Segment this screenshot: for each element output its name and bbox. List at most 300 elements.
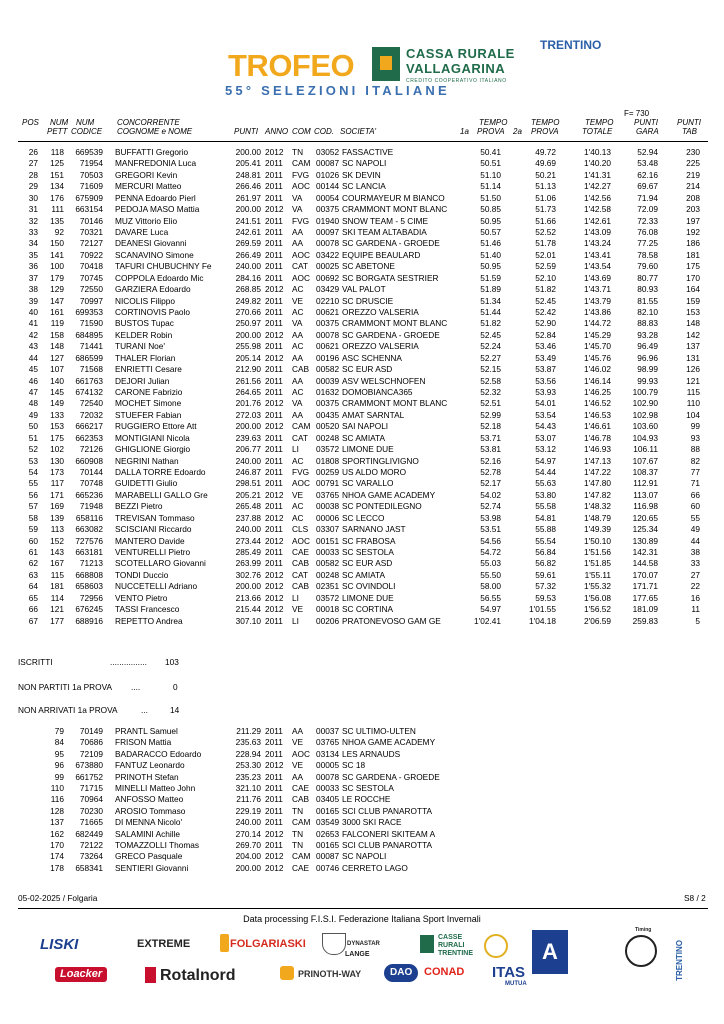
cell-societa: NHOA GAME ACADEMY bbox=[342, 489, 436, 500]
cell-tempo1: 52.18 bbox=[480, 421, 501, 432]
cell-tempo2: 59.61 bbox=[535, 569, 556, 580]
cell-cod: 03405 bbox=[316, 794, 340, 805]
cell-tempo2: 55.54 bbox=[535, 535, 556, 546]
cell-name: DI MENNA Nicolo' bbox=[115, 817, 183, 828]
cell-codice: 684895 bbox=[75, 329, 103, 340]
cell-codice: 688916 bbox=[75, 615, 103, 626]
cell-anno: 2011 bbox=[265, 181, 283, 192]
col-tempo1-1: TEMPO bbox=[479, 118, 508, 127]
cell-name: MINELLI Matteo John bbox=[115, 783, 196, 793]
cell-com: CAB bbox=[292, 794, 310, 805]
table-row bbox=[0, 193, 724, 204]
cell-punti: 240.00 bbox=[235, 524, 261, 535]
cell-anno: 2011 bbox=[265, 387, 283, 398]
cell-anno: 2012 bbox=[265, 862, 284, 873]
cell-tempo1: 52.74 bbox=[480, 501, 501, 512]
cell-anno: 2011 bbox=[265, 409, 283, 420]
header-divider bbox=[18, 141, 708, 142]
timing-label: Timing bbox=[635, 927, 652, 933]
cell-pett: 100 bbox=[50, 261, 64, 272]
cell-punti-gara: 76.08 bbox=[637, 227, 658, 237]
cell-codice: 663082 bbox=[75, 524, 103, 535]
cell-punti: 213.66 bbox=[235, 592, 261, 603]
cell-punti-gara: 62.16 bbox=[637, 169, 658, 180]
cell-name: BADARACCO Edoardo bbox=[115, 748, 202, 759]
non-arrivati-dots: ... bbox=[141, 705, 148, 715]
cell-tempo-tot: 1'43.86 bbox=[584, 307, 611, 318]
cell-punti: 212.90 bbox=[235, 364, 261, 375]
cell-punti-gara: 102.98 bbox=[632, 409, 658, 420]
cell-pett: 116 bbox=[50, 794, 64, 805]
itas-sub: MUTUA bbox=[505, 981, 527, 987]
cell-codice: 660908 bbox=[75, 455, 103, 466]
table-row bbox=[0, 227, 724, 238]
cell-pett: 149 bbox=[50, 398, 64, 409]
col-punti: PUNTI bbox=[234, 127, 258, 136]
cell-pos: 51 bbox=[28, 432, 38, 443]
cell-pett: 176 bbox=[50, 192, 64, 203]
cell-pos: 40 bbox=[28, 307, 38, 318]
cell-com: AOC bbox=[292, 272, 310, 283]
dao-logo: DAO bbox=[384, 964, 418, 982]
cell-pett: 148 bbox=[50, 341, 64, 352]
cell-tempo1: 51.50 bbox=[480, 192, 501, 203]
cell-punti: 266.49 bbox=[235, 249, 261, 260]
cell-name: PENNA Edoardo Pierl bbox=[115, 192, 196, 203]
cell-codice: 71590 bbox=[79, 318, 103, 329]
cell-anno: 2011 bbox=[265, 615, 283, 626]
cell-societa: SC GARDENA - GROEDE bbox=[342, 771, 440, 782]
cell-societa: SCI CLUB PANAROTTA bbox=[342, 805, 433, 816]
cell-societa: SC BORGATA SESTRIER bbox=[342, 272, 439, 283]
cell-punti: 206.77 bbox=[235, 444, 261, 455]
cell-name: THALER Florian bbox=[115, 352, 176, 363]
cell-tempo1: 50.85 bbox=[480, 204, 501, 215]
cell-tempo-tot: 1'43.41 bbox=[584, 249, 611, 260]
cell-pett: 119 bbox=[50, 318, 64, 329]
table-row bbox=[0, 296, 724, 307]
cell-name: VENTURELLI Pietro bbox=[115, 547, 191, 558]
cell-tempo-tot: 1'40.20 bbox=[584, 158, 611, 169]
table-row bbox=[0, 536, 724, 547]
col-num-pett-2: PETT bbox=[47, 127, 68, 136]
cell-cod: 00006 bbox=[316, 512, 340, 523]
cell-pos: 37 bbox=[28, 272, 38, 283]
cell-anno: 2011 bbox=[265, 478, 283, 489]
cell-pett: 84 bbox=[54, 737, 64, 748]
table-row bbox=[0, 581, 724, 592]
cell-tempo-tot: 1'55.11 bbox=[584, 569, 611, 580]
cell-anno: 2012 bbox=[265, 760, 284, 771]
cell-punti-tab: 44 bbox=[690, 535, 700, 546]
cell-punti-tab: 203 bbox=[686, 204, 700, 215]
table-row bbox=[0, 604, 724, 615]
lange-logo: LANGE bbox=[345, 951, 370, 958]
cell-tempo-tot: 1'51.56 bbox=[584, 547, 611, 558]
cell-pett: 114 bbox=[50, 592, 64, 603]
cell-com: FVG bbox=[292, 215, 310, 226]
cell-punti-tab: 164 bbox=[686, 284, 700, 295]
cell-punti: 200.00 bbox=[235, 581, 261, 592]
cell-cod: 00206 bbox=[316, 615, 340, 626]
cell-tempo1: 51.10 bbox=[480, 169, 501, 180]
col-concorrente-2: COGNOME e NOME bbox=[117, 127, 193, 136]
cell-pos: 59 bbox=[28, 524, 38, 535]
cell-punti-tab: 16 bbox=[690, 592, 700, 603]
cell-tempo1: 52.15 bbox=[480, 364, 501, 375]
cell-anno: 2011 bbox=[265, 432, 283, 443]
cell-name: VENTO Pietro bbox=[115, 592, 168, 603]
table-row bbox=[0, 318, 724, 329]
cell-com: CAM bbox=[292, 158, 311, 169]
cell-punti-tab: 219 bbox=[686, 169, 700, 180]
cell-pett: 115 bbox=[50, 569, 64, 580]
cell-pos: 43 bbox=[28, 341, 38, 352]
cell-codice: 70997 bbox=[79, 295, 103, 306]
cell-pett: 99 bbox=[54, 771, 64, 782]
cell-codice: 674132 bbox=[75, 387, 103, 398]
cell-cod: 00746 bbox=[316, 862, 340, 873]
cell-punti-tab: 126 bbox=[686, 364, 700, 375]
cell-punti-tab: 208 bbox=[686, 192, 700, 203]
cell-punti-tab: 186 bbox=[686, 238, 700, 249]
cell-societa: SC 18 bbox=[342, 760, 366, 771]
cell-tempo-tot: 1'45.70 bbox=[584, 341, 611, 352]
cell-codice: 72032 bbox=[79, 409, 103, 420]
cell-cod: 00078 bbox=[316, 238, 340, 249]
cell-codice: 71715 bbox=[79, 783, 103, 793]
footer-date: 05-02-2025 / Folgaria bbox=[18, 893, 98, 903]
cell-punti: 270.14 bbox=[235, 828, 261, 839]
cell-name: BUFFATTI Gregorio bbox=[115, 147, 189, 157]
col-punti-gara-1: PUNTI bbox=[634, 118, 658, 127]
col-tempo2-1: TEMPO bbox=[531, 118, 560, 127]
cell-pett: 102 bbox=[50, 444, 64, 455]
cell-tempo2: 49.69 bbox=[535, 158, 556, 169]
iscritti-dots: ................ bbox=[110, 657, 147, 667]
cell-name: TONDI Duccio bbox=[115, 569, 169, 580]
cell-pos: 31 bbox=[28, 204, 38, 215]
prinoth-icon bbox=[280, 966, 294, 980]
cell-tempo2: 1'04.18 bbox=[529, 615, 556, 626]
cell-punti: 273.44 bbox=[235, 535, 261, 546]
cell-anno: 2011 bbox=[265, 272, 283, 283]
col-tempo2-2a: 2a bbox=[513, 127, 522, 136]
cell-com: AOC bbox=[292, 748, 310, 759]
cell-cod: 03307 bbox=[316, 524, 340, 535]
cell-punti-gara: 177.65 bbox=[632, 592, 658, 603]
cell-punti-gara: 171.71 bbox=[632, 581, 658, 592]
cell-punti-gara: 142.31 bbox=[632, 547, 658, 558]
iscritti-value: 103 bbox=[165, 657, 179, 667]
cell-punti: 272.03 bbox=[235, 409, 261, 420]
cell-name: COPPOLA Edoardo Mic bbox=[115, 272, 204, 283]
cell-anno: 2011 bbox=[265, 238, 283, 249]
table-row bbox=[0, 158, 724, 169]
cell-tempo2: 54.81 bbox=[535, 512, 556, 523]
cell-anno: 2011 bbox=[265, 192, 283, 203]
cell-pett: 118 bbox=[50, 147, 64, 157]
cell-societa: AMAT SARNTAL bbox=[342, 409, 405, 420]
cell-com: VE bbox=[292, 604, 304, 615]
cell-codice: 661763 bbox=[75, 375, 103, 386]
cell-pos: 39 bbox=[28, 295, 38, 306]
cell-punti-gara: 88.83 bbox=[637, 318, 658, 329]
cell-codice: 663181 bbox=[75, 547, 103, 558]
cell-anno: 2011 bbox=[265, 375, 283, 386]
cell-anno: 2012 bbox=[265, 828, 284, 839]
cell-cod: 02351 bbox=[316, 581, 340, 592]
cell-name: MOCHET Simone bbox=[115, 398, 182, 409]
loacker-logo: Loacker bbox=[55, 967, 107, 982]
cell-com: AC bbox=[292, 512, 304, 523]
cell-anno: 2012 bbox=[265, 489, 284, 500]
cell-punti: 201.76 bbox=[235, 398, 261, 409]
cell-codice: 686599 bbox=[75, 352, 103, 363]
cell-com: LI bbox=[292, 615, 299, 626]
cell-cod: 03549 bbox=[316, 817, 340, 828]
cell-societa: CRAMMONT MONT BLANC bbox=[342, 204, 448, 215]
cell-name: RUGGIERO Ettore Att bbox=[115, 421, 197, 432]
cell-tempo-tot: 1'46.02 bbox=[584, 364, 611, 375]
table-row bbox=[0, 524, 724, 535]
cell-cod: 01940 bbox=[316, 215, 340, 226]
cell-cod: 00196 bbox=[316, 352, 340, 363]
cell-tempo1: 55.03 bbox=[480, 558, 501, 569]
cell-pos: 57 bbox=[28, 501, 38, 512]
cell-com: AC bbox=[292, 501, 304, 512]
cell-anno: 2011 bbox=[265, 547, 283, 558]
cell-anno: 2011 bbox=[265, 455, 283, 466]
cell-tempo2: 53.56 bbox=[535, 375, 556, 386]
col-societa: SOCIETA' bbox=[340, 127, 377, 136]
col-tempo2-2b: PROVA bbox=[531, 127, 559, 136]
table-row bbox=[0, 558, 724, 569]
col-pos: POS bbox=[22, 118, 39, 127]
col-anno: ANNO bbox=[265, 127, 289, 136]
cell-com: VA bbox=[292, 398, 303, 409]
cell-com: CAM bbox=[292, 851, 311, 862]
cell-tempo1: 52.45 bbox=[480, 329, 501, 340]
cell-tempo2: 55.63 bbox=[535, 478, 556, 489]
cell-anno: 2011 bbox=[265, 524, 283, 535]
cell-anno: 2011 bbox=[265, 771, 283, 782]
cell-anno: 2011 bbox=[265, 341, 283, 352]
cell-com: AA bbox=[292, 375, 304, 386]
cell-pos: 50 bbox=[28, 421, 38, 432]
table-row bbox=[0, 284, 724, 295]
cell-societa: NHOA GAME ACADEMY bbox=[342, 737, 436, 748]
cell-pos: 60 bbox=[28, 535, 38, 546]
footer-page: S8 / 2 bbox=[684, 893, 706, 903]
cell-punti-gara: 80.93 bbox=[637, 284, 658, 295]
cell-name: MERCURI Matteo bbox=[115, 181, 182, 192]
cell-tempo2: 53.87 bbox=[535, 364, 556, 375]
cell-pett: 127 bbox=[50, 352, 64, 363]
cell-pett: 178 bbox=[50, 862, 64, 873]
cell-com: AC bbox=[292, 307, 304, 318]
trentino-logo: TRENTINO bbox=[540, 38, 602, 52]
cell-punti-gara: 259.83 bbox=[632, 615, 658, 626]
cell-cod: 00054 bbox=[316, 192, 340, 203]
cell-pett: 113 bbox=[50, 524, 64, 535]
cell-codice: 71954 bbox=[79, 158, 103, 169]
cell-cod: 03422 bbox=[316, 249, 340, 260]
non-partiti-dots: .... bbox=[131, 682, 141, 692]
cell-pos: 36 bbox=[28, 261, 38, 272]
cell-anno: 2011 bbox=[265, 227, 283, 237]
cell-codice: 699353 bbox=[75, 307, 103, 318]
cell-anno: 2012 bbox=[265, 329, 284, 340]
cell-com: TN bbox=[292, 147, 304, 157]
cell-tempo2: 51.73 bbox=[535, 204, 556, 215]
f-value: F= 730 bbox=[624, 109, 650, 118]
cell-societa: LE ROCCHE bbox=[342, 794, 391, 805]
cell-punti: 263.99 bbox=[235, 558, 261, 569]
cell-tempo2: 52.52 bbox=[535, 227, 556, 237]
cell-pett: 135 bbox=[50, 215, 64, 226]
dnf-row bbox=[0, 749, 724, 760]
cell-pos: 66 bbox=[28, 604, 38, 615]
cell-pett: 167 bbox=[50, 558, 64, 569]
cell-tempo2: 56.84 bbox=[535, 547, 556, 558]
table-row bbox=[0, 238, 724, 249]
cell-name: SCISCIANI Riccardo bbox=[115, 524, 192, 535]
cell-tempo1: 52.27 bbox=[480, 352, 501, 363]
cell-societa: SNOW TEAM - 5 CIME bbox=[342, 215, 429, 226]
cell-punti: 205.14 bbox=[235, 352, 261, 363]
cell-codice: 658116 bbox=[75, 512, 103, 523]
cell-com: AOC bbox=[292, 249, 310, 260]
cell-punti: 240.00 bbox=[235, 261, 261, 272]
cell-name: MARABELLI GALLO Gre bbox=[115, 489, 208, 500]
cell-punti-tab: 175 bbox=[686, 261, 700, 272]
table-row bbox=[0, 216, 724, 227]
cell-anno: 2011 bbox=[265, 805, 283, 816]
cell-pett: 111 bbox=[51, 204, 64, 215]
cell-name: DALLA TORRE Edoardo bbox=[115, 467, 206, 478]
cell-punti-tab: 93 bbox=[690, 432, 700, 443]
cell-pos: 28 bbox=[28, 169, 38, 180]
cell-cod: 00248 bbox=[316, 569, 340, 580]
cell-punti-gara: 113.07 bbox=[633, 489, 658, 500]
cell-punti-tab: 5 bbox=[695, 615, 700, 626]
table-row bbox=[0, 147, 724, 158]
cell-tempo2: 53.12 bbox=[535, 444, 556, 455]
cell-com: LI bbox=[292, 444, 299, 455]
cell-name: FANTUZ Leonardo bbox=[115, 760, 185, 771]
cell-pos: 61 bbox=[28, 547, 38, 558]
cell-com: CAT bbox=[292, 569, 308, 580]
cell-codice: 727576 bbox=[75, 535, 103, 546]
cell-com: CAM bbox=[292, 421, 311, 432]
cell-societa: SC CORTINA bbox=[342, 604, 394, 615]
table-row bbox=[0, 387, 724, 398]
cell-pett: 107 bbox=[50, 364, 64, 375]
cell-name: FRISON Mattia bbox=[115, 737, 172, 748]
cell-cod: 00037 bbox=[316, 726, 340, 736]
cell-name: KELDER Robin bbox=[115, 329, 173, 340]
cell-punti-gara: 181.09 bbox=[632, 604, 658, 615]
footer-divider bbox=[18, 908, 708, 909]
casse-rurali-icon bbox=[420, 935, 434, 953]
table-row bbox=[0, 353, 724, 364]
cell-societa: SAI NAPOLI bbox=[342, 421, 389, 432]
non-arrivati-value: 14 bbox=[170, 705, 180, 715]
cell-tempo2: 53.07 bbox=[535, 432, 556, 443]
cell-cod: 03052 bbox=[316, 147, 340, 157]
cell-anno: 2011 bbox=[265, 295, 283, 306]
cell-punti: 200.00 bbox=[235, 204, 261, 215]
cell-codice: 675909 bbox=[75, 192, 103, 203]
bank-name-line2: VALLAGARINA bbox=[406, 61, 506, 76]
cell-pett: 92 bbox=[54, 227, 64, 237]
cell-name: TAFURI CHUBUCHNY Fe bbox=[115, 261, 212, 272]
cell-tempo-tot: 1'43.69 bbox=[584, 272, 611, 283]
cell-punti: 228.94 bbox=[235, 748, 261, 759]
cell-tempo2: 51.82 bbox=[535, 284, 556, 295]
cell-punti-tab: 214 bbox=[686, 181, 700, 192]
cell-anno: 2011 bbox=[265, 169, 283, 180]
cell-codice: 72540 bbox=[79, 398, 103, 409]
cell-tempo2: 53.93 bbox=[535, 387, 556, 398]
cell-pett: 134 bbox=[50, 181, 64, 192]
cell-tempo1: 52.24 bbox=[480, 341, 501, 352]
cell-name: SENTIERI Giovanni bbox=[115, 862, 189, 873]
cell-tempo-tot: 1'44.72 bbox=[584, 318, 611, 329]
cell-name: CARONE Fabrizio bbox=[115, 387, 183, 398]
cell-pett: 181 bbox=[50, 581, 64, 592]
cell-punti-tab: 225 bbox=[686, 158, 700, 169]
cell-pett: 117 bbox=[50, 478, 64, 489]
casse-rurali-line1: CASSE bbox=[438, 934, 463, 941]
cell-cod: 00375 bbox=[316, 318, 340, 329]
cell-cod: 00692 bbox=[316, 272, 340, 283]
cell-punti-tab: 197 bbox=[686, 215, 700, 226]
cell-tempo-tot: 1'46.52 bbox=[584, 398, 611, 409]
cell-punti-tab: 27 bbox=[690, 569, 700, 580]
cell-pett: 147 bbox=[50, 295, 64, 306]
cell-com: VA bbox=[292, 192, 303, 203]
cell-tempo1: 54.56 bbox=[480, 535, 501, 546]
cell-pos: 56 bbox=[28, 489, 38, 500]
cell-com: AOC bbox=[292, 181, 310, 192]
cell-tempo-tot: 1'51.85 bbox=[584, 558, 611, 569]
cell-pett: 161 bbox=[50, 307, 64, 318]
cell-codice: 70230 bbox=[79, 805, 103, 816]
trentino-vertical-logo: TRENTINO bbox=[675, 940, 684, 981]
cell-societa: SC PONTEDILEGNO bbox=[342, 501, 422, 512]
cell-pett: 110 bbox=[50, 783, 64, 793]
cell-anno: 2011 bbox=[265, 501, 283, 512]
cell-codice: 70321 bbox=[79, 227, 103, 237]
cell-pett: 143 bbox=[50, 547, 64, 558]
cell-pett: 174 bbox=[50, 851, 64, 862]
cell-cod: 00151 bbox=[316, 535, 340, 546]
cell-pett: 129 bbox=[50, 284, 64, 295]
cell-punti-gara: 71.94 bbox=[637, 192, 658, 203]
cell-anno: 2011 bbox=[265, 726, 283, 736]
cell-societa: LIMONE DUE bbox=[342, 444, 394, 455]
cell-tempo-tot: 1'55.32 bbox=[584, 581, 611, 592]
cell-pos: 52 bbox=[28, 444, 38, 455]
cell-codice: 70146 bbox=[79, 215, 103, 226]
col-concorrente-1: CONCORRENTE bbox=[117, 118, 180, 127]
cell-pett: 137 bbox=[50, 817, 64, 828]
cell-tempo-tot: 1'46.93 bbox=[584, 444, 611, 455]
cell-codice: 676245 bbox=[75, 604, 103, 615]
cell-anno: 2011 bbox=[265, 364, 283, 375]
